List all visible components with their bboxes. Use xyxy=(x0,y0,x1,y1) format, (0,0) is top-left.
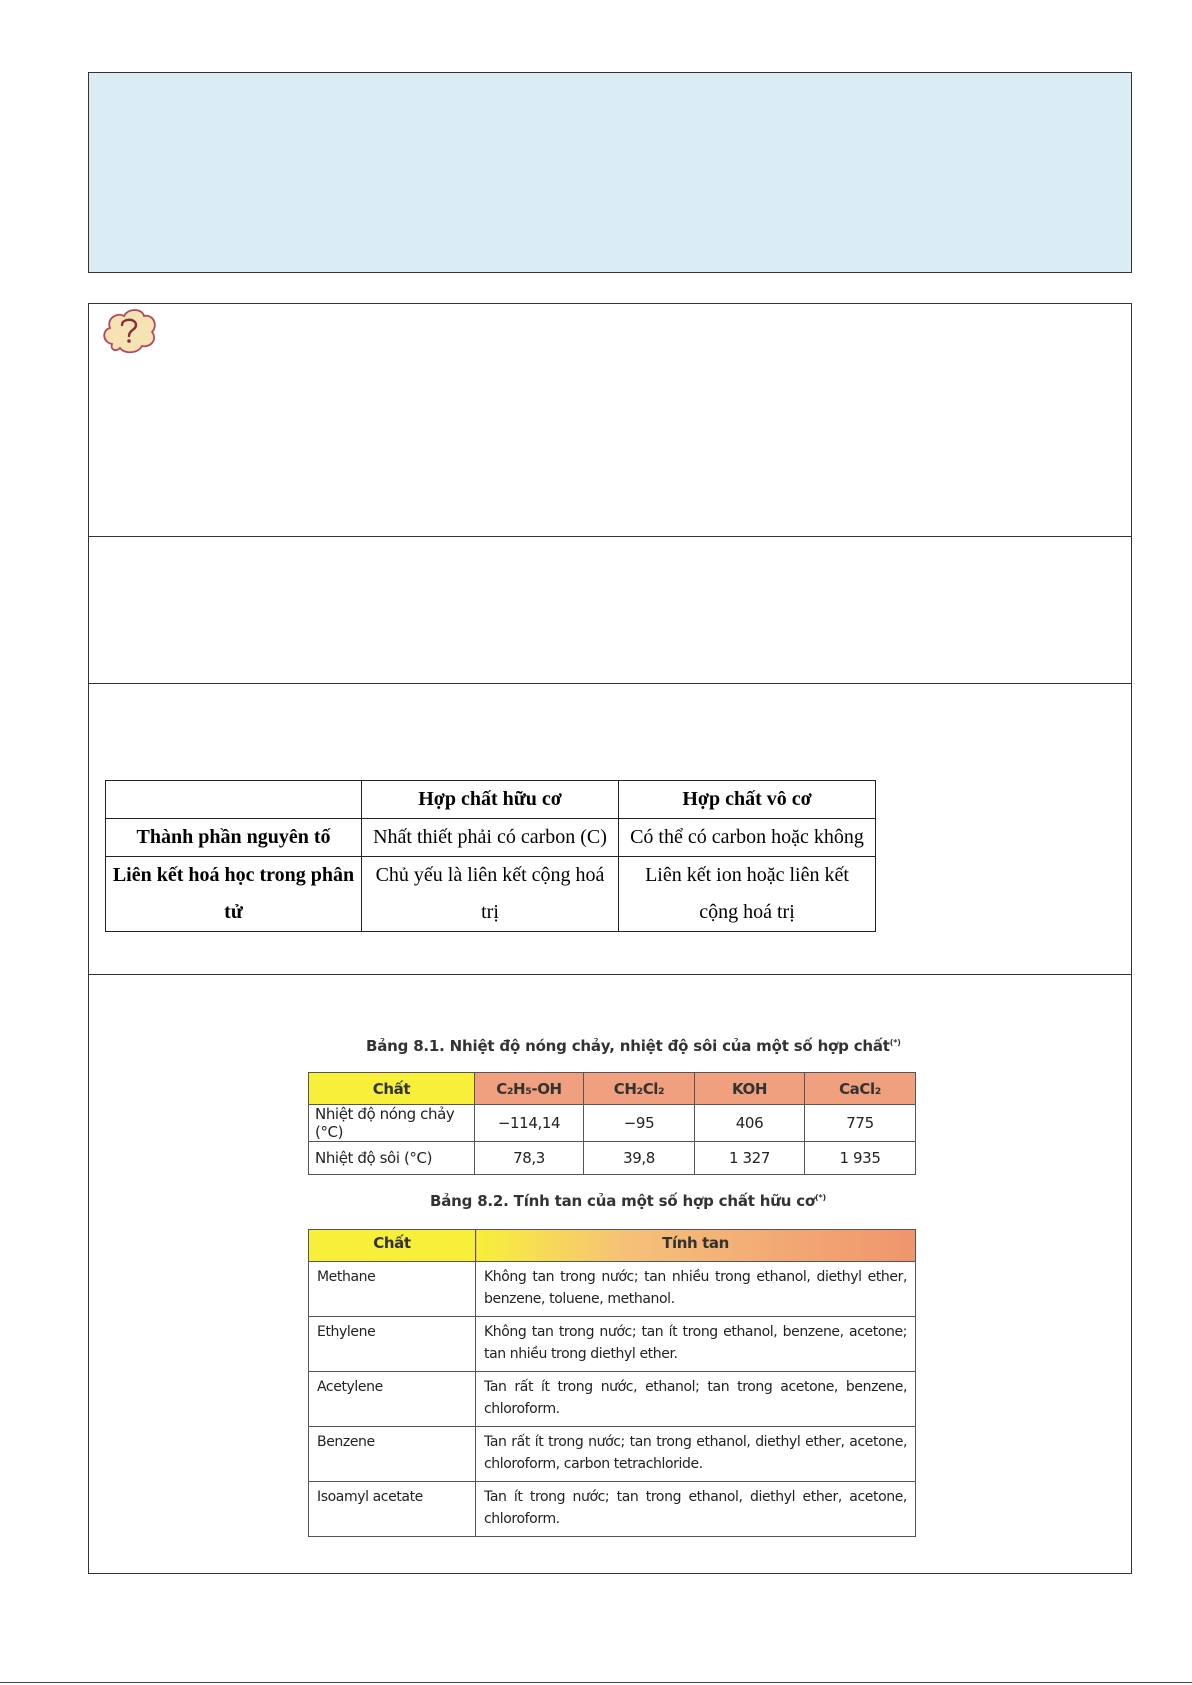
row-label: Thành phần nguyên tố xyxy=(106,819,362,857)
divider xyxy=(88,683,1132,684)
table-header-row xyxy=(106,781,876,819)
divider xyxy=(88,536,1132,537)
table-8-1-caption xyxy=(366,1037,901,1055)
table-cell: 775 xyxy=(805,1105,916,1142)
table-cell: Không tan trong nước; tan nhiều trong ethanol, diethyl ether, benzene, toluene, methanol. xyxy=(476,1262,916,1317)
table-cell: Tan rất ít trong nước, ethanol; tan trong acetone, benzene, chloroform. xyxy=(476,1372,916,1427)
row-label: Benzene xyxy=(309,1427,476,1482)
caption-text: Bảng 8.2. Tính tan của một số hợp chất hữu cơ xyxy=(430,1192,816,1210)
caption-note: (*) xyxy=(815,1193,826,1202)
question-cloud-icon xyxy=(100,306,160,356)
table-cell: Tan rất ít trong nước; tan trong ethanol, diethyl ether, acetone, chloroform, carbon tetrachloride. xyxy=(476,1427,916,1482)
divider xyxy=(88,974,1132,975)
header-cell: KOH xyxy=(695,1073,805,1105)
melting-boiling-table xyxy=(308,1072,916,1175)
row-label: Liên kết hoá học trong phân tử xyxy=(106,857,362,932)
page-footer-line xyxy=(0,1682,1192,1683)
header-cell: Chất xyxy=(309,1230,476,1262)
table-cell: 1 327 xyxy=(695,1142,805,1175)
table-row xyxy=(309,1482,916,1537)
table-row xyxy=(309,1262,916,1317)
row-label: Isoamyl acetate xyxy=(309,1482,476,1537)
row-label: Nhiệt độ nóng chảy (°C) xyxy=(309,1105,475,1142)
table-cell: 39,8 xyxy=(584,1142,695,1175)
header-cell: C₂H₅-OH xyxy=(475,1073,584,1105)
table-row xyxy=(106,857,876,932)
table-row xyxy=(309,1372,916,1427)
table-cell: Nhất thiết phải có carbon (C) xyxy=(362,819,619,857)
row-label: Methane xyxy=(309,1262,476,1317)
header-cell: Chất xyxy=(309,1073,475,1105)
info-box xyxy=(88,72,1132,273)
header-cell: Hợp chất vô cơ xyxy=(619,781,876,819)
table-row xyxy=(309,1105,916,1142)
caption-note: (*) xyxy=(889,1038,901,1047)
table-cell: Có thể có carbon hoặc không xyxy=(619,819,876,857)
header-cell: CH₂Cl₂ xyxy=(584,1073,695,1105)
table-8-2-caption xyxy=(430,1192,826,1210)
table-cell: −114,14 xyxy=(475,1105,584,1142)
table-row xyxy=(106,819,876,857)
header-cell: Tính tan xyxy=(476,1230,916,1262)
table-cell: 78,3 xyxy=(475,1142,584,1175)
header-cell xyxy=(106,781,362,819)
table-row xyxy=(309,1427,916,1482)
table-cell: Không tan trong nước; tan ít trong ethanol, benzene, acetone; tan nhiều trong diethyl ether. xyxy=(476,1317,916,1372)
comparison-table xyxy=(105,780,876,932)
table-header-row xyxy=(309,1230,916,1262)
header-cell: Hợp chất hữu cơ xyxy=(362,781,619,819)
table-cell: Tan ít trong nước; tan trong ethanol, diethyl ether, acetone, chloroform. xyxy=(476,1482,916,1537)
solubility-table xyxy=(308,1229,916,1537)
row-label: Ethylene xyxy=(309,1317,476,1372)
table-cell: Chủ yếu là liên kết cộng hoá trị xyxy=(362,857,619,932)
table-cell: 1 935 xyxy=(805,1142,916,1175)
table-cell: Liên kết ion hoặc liên kết cộng hoá trị xyxy=(619,857,876,932)
table-cell: −95 xyxy=(584,1105,695,1142)
table-row xyxy=(309,1317,916,1372)
header-cell: CaCl₂ xyxy=(805,1073,916,1105)
table-cell: 406 xyxy=(695,1105,805,1142)
row-label: Acetylene xyxy=(309,1372,476,1427)
caption-text: Bảng 8.1. Nhiệt độ nóng chảy, nhiệt độ sôi của một số hợp chất xyxy=(366,1037,890,1055)
table-row xyxy=(309,1142,916,1175)
table-header-row xyxy=(309,1073,916,1105)
row-label: Nhiệt độ sôi (°C) xyxy=(309,1142,475,1175)
